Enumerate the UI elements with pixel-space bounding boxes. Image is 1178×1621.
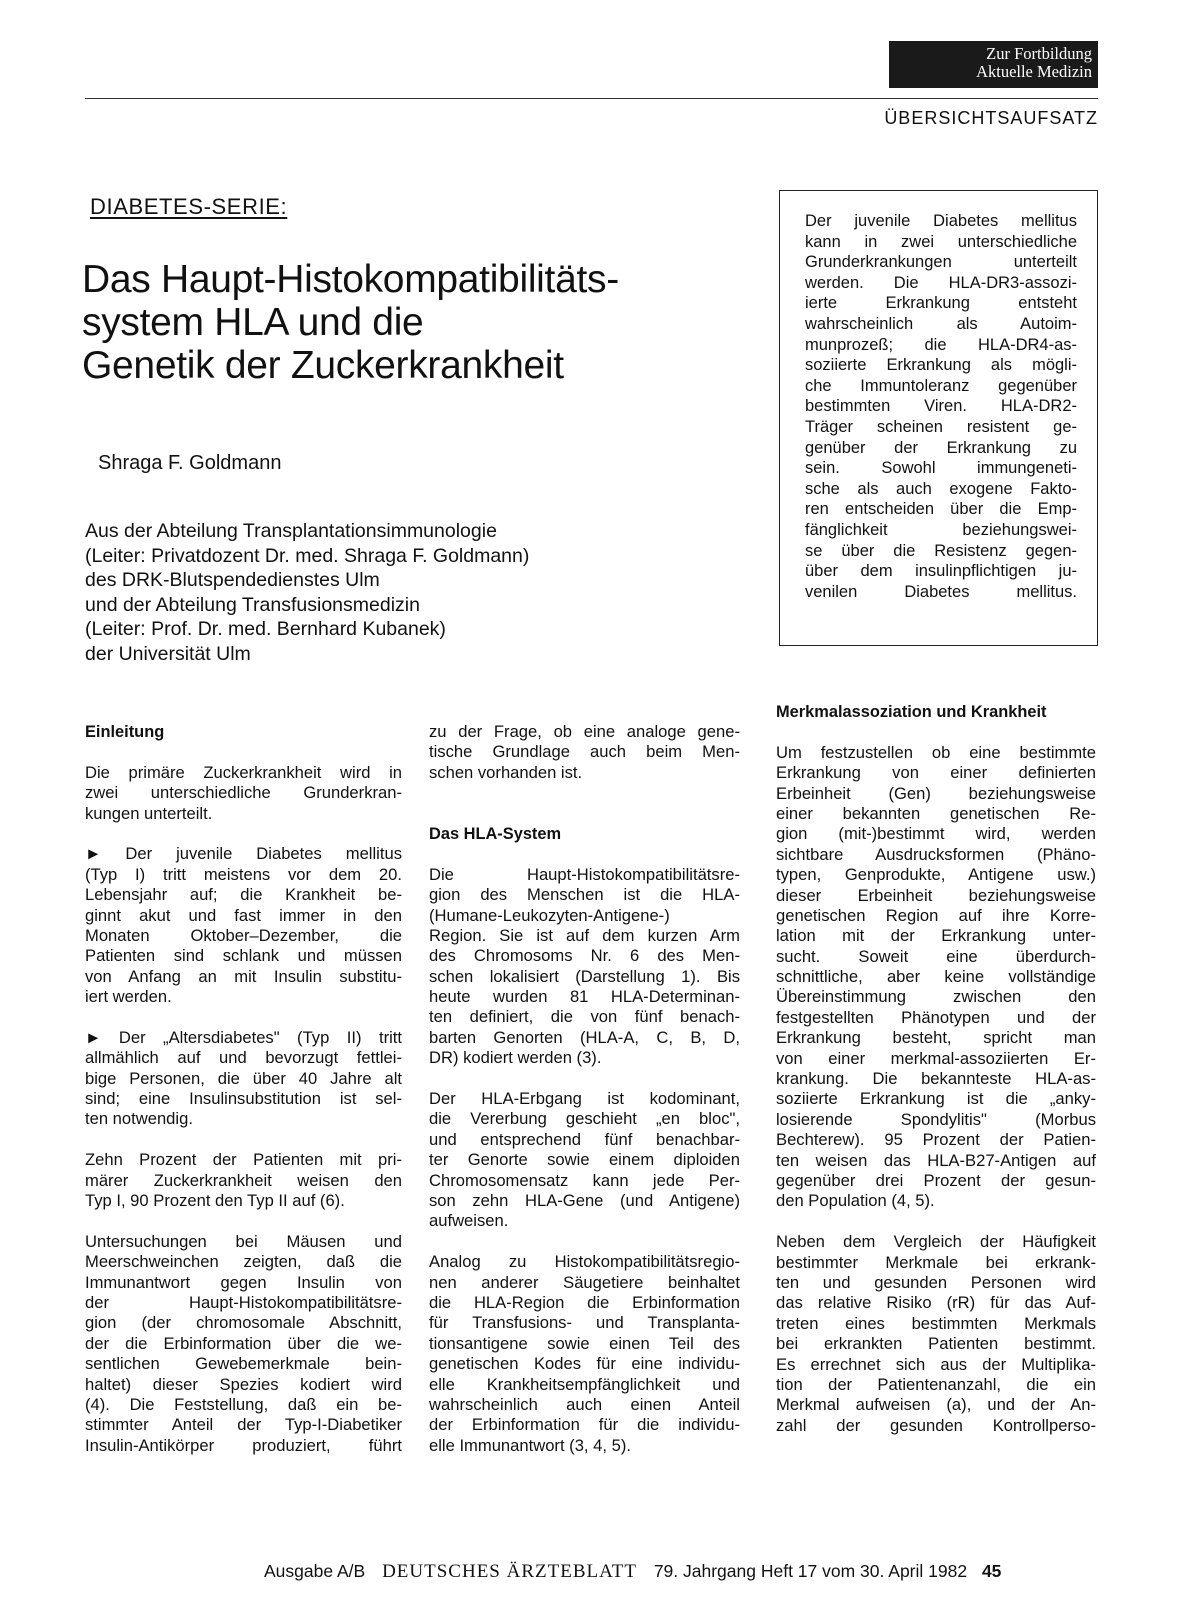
body-line: bige Personen, die über 40 Jahre alt bbox=[85, 1068, 402, 1088]
body-line: Untersuchungen bei Mäusen und bbox=[85, 1231, 402, 1251]
body-line: ► Der juvenile Diabetes mellitus bbox=[85, 844, 402, 864]
body-line: ten und gesunden Personen wird bbox=[776, 1272, 1096, 1292]
column-1 bbox=[85, 722, 402, 1456]
body-line: Übereinstimmung zwischen den bbox=[776, 987, 1096, 1007]
abstract-line: se über die Resistenz gegen- bbox=[805, 541, 1077, 560]
body-line: ginnt akut und fast immer in den bbox=[85, 905, 402, 925]
body-line: Monaten Oktober–Dezember, die bbox=[85, 925, 402, 945]
paragraph-gap bbox=[85, 1130, 402, 1150]
body-line: gegenüber drei Prozent der gesun- bbox=[776, 1170, 1096, 1190]
section-label-line: Aktuelle Medizin bbox=[976, 62, 1092, 81]
body-line: genetischen Kodes für eine individu- bbox=[429, 1354, 740, 1374]
body-line: märer Zuckerkrankheit weisen den bbox=[85, 1170, 402, 1190]
body-line: (Humane-Leukozyten-Antigene-) bbox=[429, 905, 670, 925]
article-title bbox=[82, 258, 722, 387]
paragraph-gap bbox=[429, 844, 740, 864]
abstract-line: Träger scheinen resistent ge- bbox=[805, 417, 1077, 436]
body-line: bestimmter Merkmale bei erkrank- bbox=[776, 1252, 1096, 1272]
body-line: allmählich auf und bevorzugt fettlei- bbox=[85, 1048, 402, 1068]
header-rule bbox=[85, 98, 1098, 99]
body-line: Lebensjahr auf; die Krankheit be- bbox=[85, 885, 402, 905]
body-line: tische Grundlage auch beim Men- bbox=[429, 742, 740, 762]
body-line: elle Krankheitsempfänglichkeit und bbox=[429, 1374, 740, 1394]
body-line: nen anderer Säugetiere beinhaltet bbox=[429, 1272, 740, 1292]
body-line: wahrscheinlich auch einen Anteil bbox=[429, 1394, 740, 1414]
abstract-line: wahrscheinlich als Autoim- bbox=[805, 314, 1077, 333]
abstract-line: ierte Erkrankung entsteht bbox=[805, 294, 1077, 313]
body-line: ten weisen das HLA-B27-Antigen auf bbox=[776, 1150, 1096, 1170]
section-heading: Merkmalassoziation und Krankheit bbox=[776, 703, 1047, 721]
body-line: Merkmal aufweisen (a), und der An- bbox=[776, 1395, 1096, 1415]
section-heading: Das HLA-System bbox=[429, 824, 562, 843]
section-heading: Einleitung bbox=[85, 723, 165, 741]
paragraph-gap bbox=[85, 824, 402, 844]
column-2 bbox=[429, 722, 740, 1456]
body-line: den Population (4, 5). bbox=[776, 1191, 935, 1211]
body-line: Chromosomensatz kann jede Per- bbox=[429, 1170, 740, 1190]
body-line: bei erkrankten Patienten bestimmt. bbox=[776, 1334, 1096, 1354]
body-line: Typ I, 90 Prozent den Typ II auf (6). bbox=[85, 1190, 345, 1210]
page-footer bbox=[264, 1561, 1001, 1583]
body-line: sichtbare Ausdrucksformen (Phäno- bbox=[776, 844, 1096, 864]
body-line: ten definiert, die von fünf benach- bbox=[429, 1007, 740, 1027]
body-line: Die primäre Zuckerkrankheit wird in bbox=[85, 762, 402, 782]
body-line: die HLA-Region die Erbinformation bbox=[429, 1292, 740, 1312]
body-line: lation mit der Erkrankung unter- bbox=[776, 926, 1096, 946]
body-line: ter Genorte sowie einem diploiden bbox=[429, 1150, 740, 1170]
paragraph-gap bbox=[429, 1069, 740, 1089]
body-line: losierende Spondylitis" (Morbus bbox=[776, 1109, 1096, 1129]
section-label-line: Zur Fortbildung bbox=[986, 44, 1092, 63]
body-line: die Vererbung geschieht „en bloc", bbox=[429, 1109, 740, 1129]
abstract-box bbox=[779, 190, 1098, 646]
author-name: Shraga F. Goldmann bbox=[98, 452, 282, 474]
paragraph-gap bbox=[776, 1212, 1096, 1232]
body-line: schen lokalisiert (Darstellung 1). Bis bbox=[429, 966, 740, 986]
body-line: sucht. Soweit eine überdurch- bbox=[776, 946, 1096, 966]
abstract-line: Der juvenile Diabetes mellitus bbox=[805, 212, 1077, 230]
abstract-line: werden. Die HLA-DR3-assozi- bbox=[805, 273, 1077, 292]
title-line: system HLA und die bbox=[82, 301, 424, 344]
body-line: Bechterew). 95 Prozent der Patien- bbox=[776, 1130, 1096, 1150]
paragraph-gap bbox=[429, 804, 740, 824]
body-line: (Typ I) tritt meistens vor dem 20. bbox=[85, 864, 402, 884]
abstract-line: Grunderkrankungen unterteilt bbox=[805, 253, 1077, 272]
paragraph-gap bbox=[429, 783, 740, 803]
body-line: aufweisen. bbox=[429, 1211, 509, 1231]
body-line: des Chromosoms Nr. 6 des Men- bbox=[429, 946, 740, 966]
body-line: und entsprechend fünf benachbar- bbox=[429, 1129, 740, 1149]
series-label: DIABETES-SERIE: bbox=[90, 194, 288, 219]
body-line: kungen unterteilt. bbox=[85, 803, 213, 823]
body-line: tionsantigene sowie einen Teil des bbox=[429, 1333, 740, 1353]
body-line: haltet) dieser Spezies kodiert wird bbox=[85, 1374, 402, 1394]
body-line: der Erbinformation für die individu- bbox=[429, 1415, 740, 1435]
body-line: von einer merkmal-assoziierten Er- bbox=[776, 1048, 1096, 1068]
body-line: zu der Frage, ob eine analoge gene- bbox=[429, 722, 740, 741]
body-line: das relative Risiko (rR) für das Auf- bbox=[776, 1293, 1096, 1313]
body-line: stimmter Anteil der Typ-I-Diabetiker bbox=[85, 1415, 402, 1435]
body-line: soziierte Erkrankung ist die „anky- bbox=[776, 1089, 1096, 1109]
body-line: ► Der „Altersdiabetes" (Typ II) tritt bbox=[85, 1027, 402, 1047]
body-line: zahl der gesunden Kontrollperso- bbox=[776, 1415, 1096, 1435]
affiliation bbox=[85, 519, 529, 666]
paragraph-gap bbox=[85, 1007, 402, 1027]
body-line: gion des Menschen ist die HLA- bbox=[429, 885, 740, 905]
body-line: Patienten sind schlank und müssen bbox=[85, 946, 402, 966]
body-line: für Transfusions- und Transplanta- bbox=[429, 1313, 740, 1333]
abstract-line: ren entscheiden über die Emp- bbox=[805, 500, 1077, 519]
paragraph-gap bbox=[85, 1211, 402, 1231]
body-line: Erkrankung besteht, spricht man bbox=[776, 1028, 1096, 1048]
body-line: Um festzustellen ob eine bestimmte bbox=[776, 742, 1096, 762]
abstract-line: munprozeß; die HLA-DR4-as- bbox=[805, 335, 1077, 354]
body-line: schen vorhanden ist. bbox=[429, 762, 583, 782]
abstract-line: sche als auch exogene Fakto- bbox=[805, 479, 1077, 498]
body-line: Der HLA-Erbgang ist kodominant, bbox=[429, 1089, 740, 1109]
body-line: dieser Erbeinheit beziehungsweise bbox=[776, 885, 1096, 905]
affiliation-line: und der Abteilung Transfusionsmedizin bbox=[85, 593, 420, 616]
footer-journal: DEUTSCHES ÄRZTEBLATT bbox=[382, 1561, 637, 1582]
body-line: iert werden. bbox=[85, 987, 172, 1007]
body-line: treten eines bestimmten Merkmals bbox=[776, 1313, 1096, 1333]
affiliation-line: Aus der Abteilung Transplantationsimmunologie bbox=[85, 520, 497, 542]
body-line: Immunantwort gegen Insulin von bbox=[85, 1272, 402, 1292]
body-line: der Haupt-Histokompatibilitätsre- bbox=[85, 1292, 402, 1312]
footer-edition: Ausgabe A/B bbox=[264, 1561, 366, 1581]
body-line: Analog zu Histokompatibilitätsregio- bbox=[429, 1252, 740, 1272]
body-line: Zehn Prozent der Patienten mit pri- bbox=[85, 1150, 402, 1170]
body-line: Erkrankung von einer definierten bbox=[776, 763, 1096, 783]
body-line: gion (mit-)bestimmt wird, werden bbox=[776, 824, 1096, 844]
body-line: von Anfang an mit Insulin substitu- bbox=[85, 966, 402, 986]
abstract-line: venilen Diabetes mellitus. bbox=[805, 582, 1077, 601]
abstract-line: bestimmten Viren. HLA-DR2- bbox=[805, 397, 1077, 416]
affiliation-line: des DRK-Blutspendedienstes Ulm bbox=[85, 569, 380, 591]
body-line: elle Immunantwort (3, 4, 5). bbox=[429, 1435, 631, 1455]
article-type: ÜBERSICHTSAUFSATZ bbox=[884, 108, 1098, 128]
paragraph-gap bbox=[85, 742, 402, 762]
body-line: barten Genorten (HLA-A, C, B, D, bbox=[429, 1027, 740, 1047]
body-line: krankung. Die bekannteste HLA-as- bbox=[776, 1069, 1096, 1089]
body-line: Meerschweinchen zeigten, daß die bbox=[85, 1252, 402, 1272]
paragraph-gap bbox=[429, 1232, 740, 1252]
body-line: festgestellten Phänotypen und der bbox=[776, 1007, 1096, 1027]
body-line: tion der Patientenanzahl, die ein bbox=[776, 1374, 1096, 1394]
body-line: Die Haupt-Histokompatibilitätsre- bbox=[429, 864, 740, 884]
column-3 bbox=[776, 702, 1096, 1436]
abstract-line: sein. Sowohl immungeneti- bbox=[805, 459, 1077, 478]
body-line: Erbeinheit (Gen) beziehungsweise bbox=[776, 783, 1096, 803]
body-line: DR) kodiert werden (3). bbox=[429, 1048, 602, 1068]
body-line: Insulin-Antikörper produziert, führt bbox=[85, 1435, 402, 1455]
footer-issue: 79. Jahrgang Heft 17 vom 30. April 1982 bbox=[653, 1561, 968, 1581]
body-line: Es errechnet sich aus der Multiplika- bbox=[776, 1354, 1096, 1374]
body-line: (4). Die Feststellung, daß ein be- bbox=[85, 1394, 402, 1414]
body-line: heute wurden 81 HLA-Determinan- bbox=[429, 987, 740, 1007]
page-number: 45 bbox=[981, 1561, 1002, 1581]
body-line: ten notwendig. bbox=[85, 1109, 193, 1129]
affiliation-line: (Leiter: Privatdozent Dr. med. Shraga F. Goldmann) bbox=[85, 544, 530, 567]
abstract-line: über dem insulinpflichtigen ju- bbox=[805, 562, 1077, 581]
body-line: der die Erbinformation über die we- bbox=[85, 1333, 402, 1353]
affiliation-line: der Universität Ulm bbox=[85, 642, 251, 665]
title-line: Das Haupt-Histokompatibilitäts- bbox=[82, 258, 619, 301]
body-line: sind; eine Insulinsubstitution ist sel- bbox=[85, 1089, 402, 1109]
body-line: schnittliche, aber keine vollständige bbox=[776, 967, 1096, 987]
body-line: sentlichen Gewebemerkmale bein- bbox=[85, 1354, 402, 1374]
body-line: zwei unterschiedliche Grunderkran- bbox=[85, 783, 402, 803]
abstract-line: soziierte Erkrankung als mögli- bbox=[805, 356, 1077, 375]
paragraph-gap bbox=[776, 722, 1096, 742]
body-line: gion (der chromosomale Abschnitt, bbox=[85, 1313, 402, 1333]
body-line: einer bekannten genetischen Re- bbox=[776, 803, 1096, 823]
body-line: Neben dem Vergleich der Häufigkeit bbox=[776, 1232, 1096, 1252]
body-line: typen, Genprodukte, Antigene usw.) bbox=[776, 865, 1096, 885]
abstract-line: fänglichkeit beziehungswei- bbox=[805, 520, 1077, 539]
body-line: Region. Sie ist auf dem kurzen Arm bbox=[429, 925, 740, 945]
body-line: son zehn HLA-Gene (und Antigene) bbox=[429, 1190, 740, 1210]
affiliation-line: (Leiter: Prof. Dr. med. Bernhard Kubanek) bbox=[85, 618, 446, 640]
title-line: Genetik der Zuckerkrankheit bbox=[82, 344, 564, 387]
abstract-line: che Immuntoleranz gegenüber bbox=[805, 376, 1077, 395]
abstract-line: genüber der Erkrankung zu bbox=[805, 438, 1077, 457]
section-label bbox=[889, 41, 1098, 88]
body-line: genetischen Region auf ihre Korre- bbox=[776, 905, 1096, 925]
abstract-line: kann in zwei unterschiedliche bbox=[805, 232, 1077, 251]
